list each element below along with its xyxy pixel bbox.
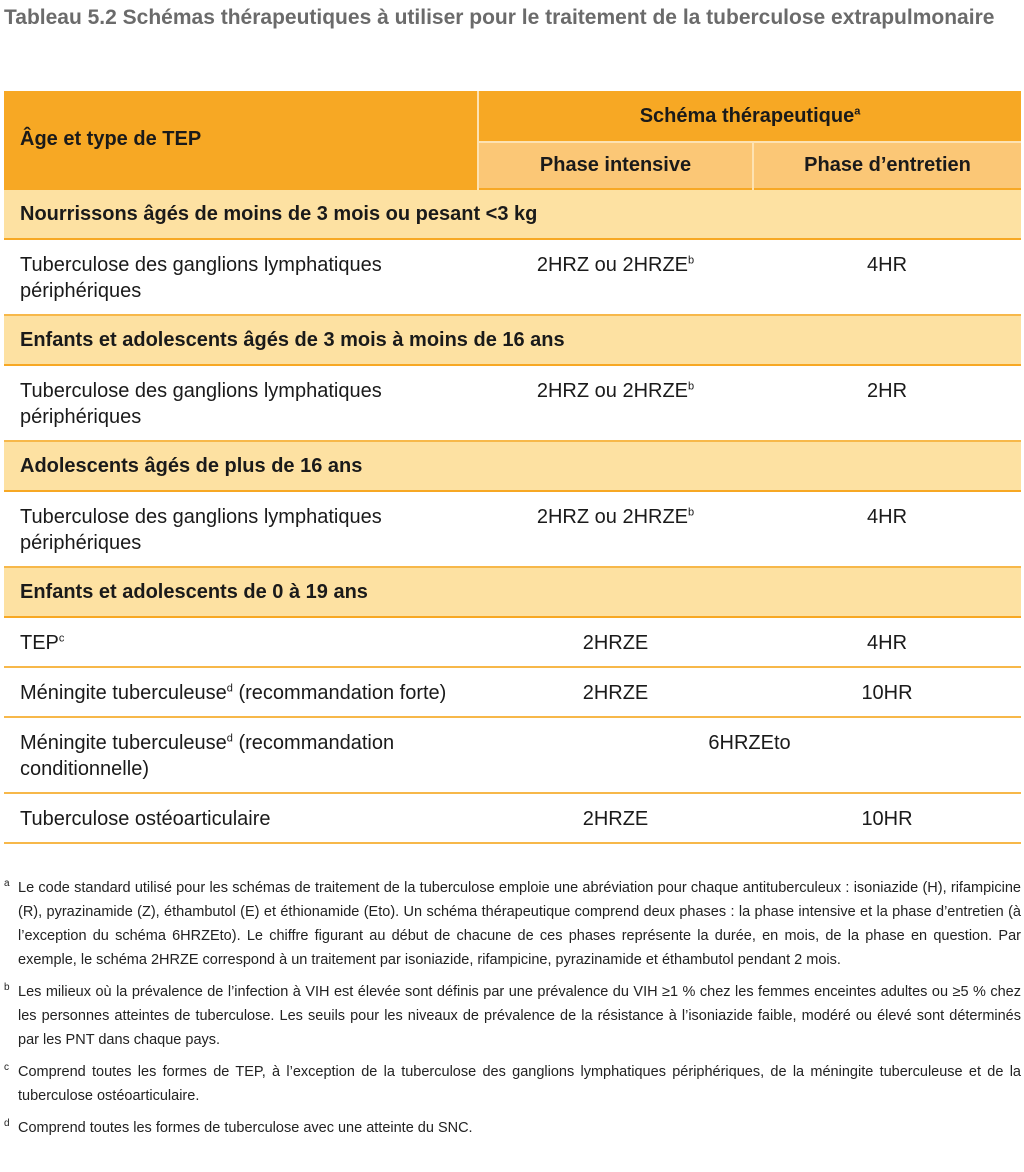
row-intensive: 2HRZE [478,617,753,667]
row-label: TEP$^c$ [4,617,478,667]
footnote-text: Les milieux où la prévalence de l’infection à VIH est élevée sont définis par une prévalence du VIH ≥1 % chez les femmes enceintes adultes ou ≥5 % chez les personnes atteintes de tuberculose. Les seuils pour les niveaux de prévalence de la résistance à l’isoniazide faible, modéré ou élevé sont déterminés par les PNT dans chaque pays. [18,984,1021,1048]
section-row [4,315,1021,365]
row-label: Tuberculose des ganglions lymphatiques périphériques [4,239,478,315]
row-maintenance: 10HR [753,793,1021,843]
section-row [4,189,1021,239]
footnote-mark: b [4,982,10,993]
row-intensive: 2HRZ ou 2HRZE$^b$ [478,365,753,441]
table-row [4,239,1021,315]
row-maintenance: 10HR [753,667,1021,717]
table-row [4,365,1021,441]
footnote-ref: d [226,682,233,695]
footnote-mark: d [4,1118,10,1129]
footnote-ref: d [226,732,233,745]
section-title: Nourrissons âgés de moins de 3 mois ou pesant <3 kg [4,189,1021,239]
footnote-text: Le code standard utilisé pour les schémas de traitement de la tuberculose emploie une abréviation pour chaque antituberculeux : isoniazide (H), rifampicine (R), pyrazinamide (Z), éthambutol (E) et éthionamide (Eto). Un schéma thérapeutique comprend deux phases : la phase intensive et la phase d’entretien (à l’exception du schéma 6HRZEto). Le chiffre figurant au début de chacune de ces phases représente la durée, en mois, de la phase en question. Par exemple, le schéma 2HRZE correspond à un traitement par isoniazide, rifampicine, pyrazinamide et éthambutol pendant 2 mois. [18,880,1021,968]
footnote-ref: b [688,506,695,519]
row-intensive: 2HRZ ou 2HRZE$^b$ [478,491,753,567]
section-title: Adolescents âgés de plus de 16 ans [4,441,1021,491]
row-label: Tuberculose des ganglions lymphatiques périphériques [4,365,478,441]
table-title: Tableau 5.2 Schémas thérapeutiques à utiliser pour le traitement de la tuberculose extrapulmonaire [4,6,995,29]
footnote-ref: a [854,104,861,117]
footnote-mark: c [4,1062,9,1073]
section-row [4,441,1021,491]
row-intensive: 2HRZE [478,793,753,843]
footnote [4,1116,1021,1140]
header-intensive: Phase intensive [478,142,753,189]
treatment-table [4,91,1021,844]
row-maintenance: 2HR [753,365,1021,441]
row-label: Tuberculose ostéoarticulaire [4,793,478,843]
table-row [4,491,1021,567]
footnote-ref: b [688,254,695,267]
table-row [4,717,1021,793]
section-row [4,567,1021,617]
header-schema: Schéma thérapeutique$^a$ [478,91,1021,142]
header-row-1 [4,91,1021,142]
row-intensive: 2HRZ ou 2HRZE$^b$ [478,239,753,315]
section-title: Enfants et adolescents de 0 à 19 ans [4,567,1021,617]
table-row [4,793,1021,843]
footnote [4,980,1021,1052]
table-row [4,667,1021,717]
footnote-ref: c [58,632,65,645]
table-row [4,617,1021,667]
section-title: Enfants et adolescents âgés de 3 mois à moins de 16 ans [4,315,1021,365]
footnote [4,1060,1021,1108]
footnote-text: Comprend toutes les formes de tuberculose avec une atteinte du SNC. [18,1120,473,1136]
row-maintenance: 4HR [753,491,1021,567]
footnote [4,876,1021,972]
header-maintenance: Phase d’entretien [753,142,1021,189]
footnote-text: Comprend toutes les formes de TEP, à l’exception de la tuberculose des ganglions lymphatiques périphériques, de la méningite tuberculeuse et de la tuberculose ostéoarticulaire. [18,1064,1021,1104]
row-maintenance: 4HR [753,239,1021,315]
row-label: Tuberculose des ganglions lymphatiques périphériques [4,491,478,567]
header-age-type: Âge et type de TEP [4,91,478,189]
footnotes [4,876,1021,1148]
row-intensive: 2HRZE [478,667,753,717]
row-label: Méningite tuberculeuse$^d$ (recommandation conditionnelle) [4,717,478,793]
row-label: Méningite tuberculeuse$^d$ (recommandation forte) [4,667,478,717]
row-combined: 6HRZEto [478,717,1021,793]
footnote-ref: b [688,380,695,393]
footnote-mark: a [4,878,10,889]
row-maintenance: 4HR [753,617,1021,667]
